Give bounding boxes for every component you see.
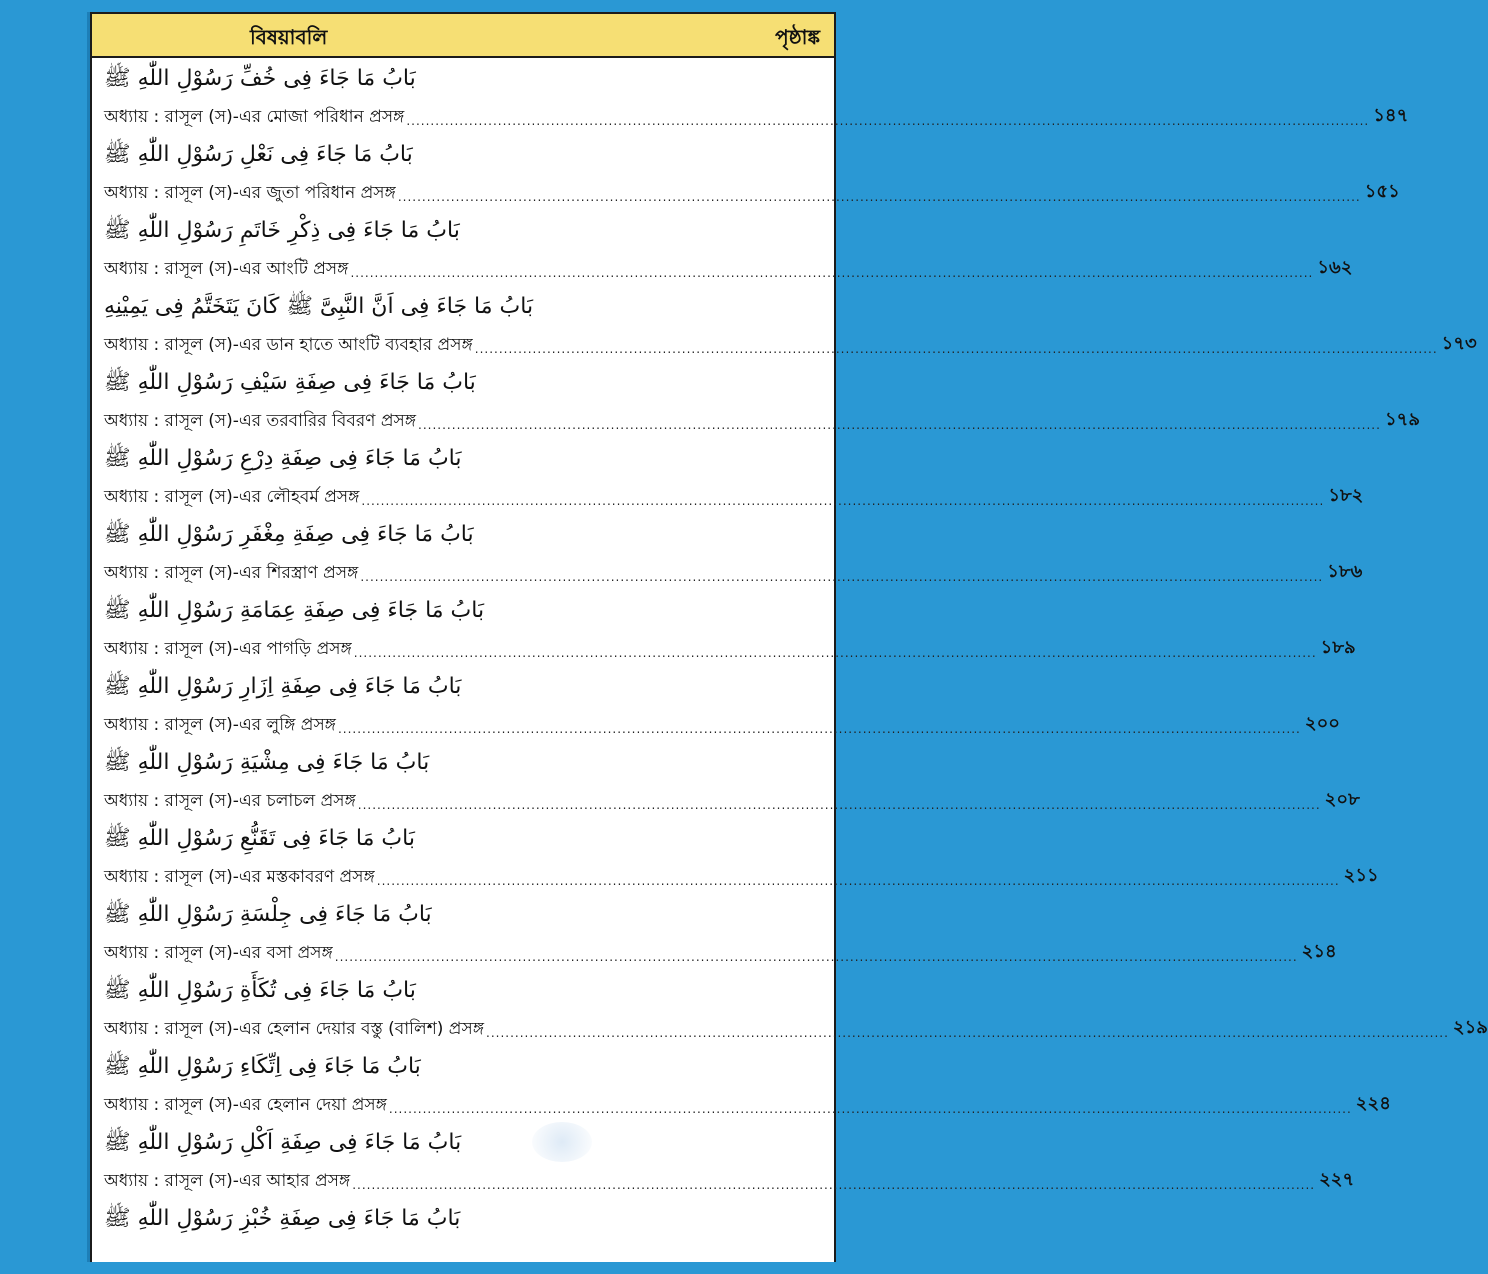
page-number: ২০৮ (1324, 789, 1360, 810)
bengali-chapter-row (104, 1246, 820, 1272)
bengali-chapter-title: অধ্যায় : রাসূল (স)-এর ডান হাতে আংটি ব্যবহার প্রসঙ্গ (104, 335, 473, 355)
toc-entry-12[interactable] (104, 894, 1337, 970)
bengali-chapter-title: অধ্যায় : রাসূল (স)-এর পাগড়ি প্রসঙ্গ (104, 639, 352, 659)
dot-leader: ........................................................................................................................................................................................................ (376, 874, 1340, 888)
page-number: ২১৯ (1452, 1017, 1488, 1038)
dot-leader: ........................................................................................................................................................................................................ (360, 570, 1324, 584)
page-number: ১৮২ (1328, 485, 1364, 506)
dot-leader: ........................................................................................................................................................................................................ (337, 722, 1301, 736)
page-number: ২০০ (1304, 713, 1340, 734)
bengali-chapter-row (104, 181, 1400, 208)
page-number: ২২৪ (1355, 1093, 1391, 1114)
toc-header (92, 12, 834, 58)
arabic-heading-row (104, 1204, 820, 1244)
bengali-chapter-title: অধ্যায় : রাসূল (স)-এর আহার প্রসঙ্গ (104, 1171, 351, 1191)
bengali-chapter-title: অধ্যায় : রাসূল (স)-এর জুতা পরিধান প্রসঙ্গ (104, 183, 396, 203)
arabic-heading-row (104, 292, 820, 332)
print-smudge (532, 1122, 592, 1162)
page-number: ১৭৩ (1441, 333, 1477, 354)
bengali-chapter-row (104, 105, 1409, 132)
arabic-chapter-title: بَابُ مَا جَاءَ فِى اِتِّكَاءِ رَسُوْلِ اللّٰهِ ﷺ (104, 1054, 421, 1079)
arabic-chapter-title: بَابُ مَا جَاءَ فِى خُفِّ رَسُوْلِ اللّٰهِ ﷺ (104, 66, 416, 91)
arabic-heading-row (104, 976, 820, 1016)
arabic-heading-row (104, 368, 820, 408)
page-number: ১৮৯ (1320, 637, 1356, 658)
bengali-chapter-row (104, 941, 1337, 968)
toc-entry-3[interactable] (104, 210, 1353, 286)
page-number: ১৭৯ (1384, 409, 1421, 430)
arabic-heading-row (104, 824, 820, 864)
bengali-chapter-title: অধ্যায় : রাসূল (স)-এর হেলান দেয়া প্রসঙ্গ (104, 1095, 387, 1115)
dot-leader: ........................................................................................................................................................................................................ (486, 1026, 1449, 1040)
arabic-chapter-title: بَابُ مَا جَاءَ فِى نَعْلِ رَسُوْلِ اللّٰهِ ﷺ (104, 142, 413, 167)
bengali-chapter-row (104, 561, 1363, 588)
arabic-heading-row (104, 140, 820, 180)
arabic-heading-row (104, 1052, 820, 1092)
toc-entry-13[interactable] (104, 970, 1488, 1046)
dot-leader: ........................................................................................................................................................................................................ (474, 342, 1438, 356)
arabic-chapter-title: بَابُ مَا جَاءَ فِى صِفَةِ مِغْفَرِ رَسُوْلِ اللّٰهِ ﷺ (104, 522, 474, 547)
bengali-chapter-row (104, 1093, 1391, 1120)
bengali-chapter-row (104, 409, 1421, 436)
arabic-chapter-title: بَابُ مَا جَاءَ فِى اَنَّ النَّبِىَّ ﷺ كَانَ يَتَخَتَّمُ فِى يَمِيْنِهِ (104, 294, 534, 319)
arabic-chapter-title: بَابُ مَا جَاءَ فِى صِفَةِ اِزَارِ رَسُوْلِ اللّٰهِ ﷺ (104, 674, 462, 699)
dot-leader: ........................................................................................................................................................................................................ (350, 266, 1314, 280)
arabic-chapter-title: بَابُ مَا جَاءَ فِى صِفَةِ سَيْفِ رَسُوْلِ اللّٰهِ ﷺ (104, 370, 476, 395)
page-number: ১৬২ (1317, 257, 1353, 278)
bengali-chapter-title: অধ্যায় : রাসূল (স)-এর বসা প্রসঙ্গ (104, 943, 333, 963)
toc-entry-9[interactable] (104, 666, 1340, 742)
bengali-chapter-row (104, 485, 1364, 512)
bengali-chapter-title: অধ্যায় : রাসূল (স)-এর তরবারির বিবরণ প্রসঙ্গ (104, 411, 417, 431)
page-number: ২২৭ (1319, 1169, 1355, 1190)
dot-leader: ........................................................................................................................................................................................................ (418, 418, 1381, 432)
bengali-chapter-title: অধ্যায় : রাসূল (স)-এর আংটি প্রসঙ্গ (104, 259, 349, 279)
dot-leader: ........................................................................................................................................................................................................ (334, 950, 1298, 964)
toc-entry-7[interactable] (104, 514, 1363, 590)
page-number: ১৮৬ (1327, 561, 1363, 582)
dot-leader: ........................................................................................................................................................................................................ (361, 494, 1325, 508)
toc-entry-16[interactable] (104, 1198, 820, 1274)
page-column-heading: পৃষ্ঠাঙ্ক (775, 25, 820, 49)
arabic-heading-row (104, 216, 820, 256)
bengali-chapter-row (104, 1169, 1355, 1196)
bengali-chapter-title: অধ্যায় : রাসূল (স)-এর হেলান দেয়ার বস্তু (বালিশ) প্রসঙ্গ (104, 1019, 484, 1039)
bengali-chapter-title: অধ্যায় : রাসূল (স)-এর লুঙ্গি প্রসঙ্গ (104, 715, 336, 735)
dot-leader: ........................................................................................................................................................................................................ (352, 1178, 1316, 1192)
toc-entry-11[interactable] (104, 818, 1379, 894)
bengali-chapter-row (104, 713, 1340, 740)
page-number: ২১১ (1343, 865, 1379, 886)
toc-entry-1[interactable] (104, 58, 1409, 134)
arabic-chapter-title: بَابُ مَا جَاءَ فِى تُكَأَةِ رَسُوْلِ اللّٰهِ ﷺ (104, 978, 416, 1003)
arabic-heading-row (104, 1128, 820, 1168)
arabic-chapter-title: بَابُ مَا جَاءَ فِى صِفَةِ دِرْعِ رَسُوْلِ اللّٰهِ ﷺ (104, 446, 462, 471)
bengali-chapter-title: অধ্যায় : রাসূল (স)-এর চলাচল প্রসঙ্গ (104, 791, 356, 811)
arabic-heading-row (104, 596, 820, 636)
arabic-heading-row (104, 520, 820, 560)
arabic-chapter-title: بَابُ مَا جَاءَ فِى صِفَةِ عِمَامَةِ رَسُوْلِ اللّٰهِ ﷺ (104, 598, 485, 623)
toc-entry-5[interactable] (104, 362, 1421, 438)
toc-entry-14[interactable] (104, 1046, 1391, 1122)
toc-entry-4[interactable] (104, 286, 1477, 362)
arabic-chapter-title: بَابُ مَا جَاءَ فِى تَقَنُّعِ رَسُوْلِ اللّٰهِ ﷺ (104, 826, 415, 851)
toc-entry-8[interactable] (104, 590, 1356, 666)
arabic-chapter-title: بَابُ مَا جَاءَ فِى صِفَةِ اَكْلِ رَسُوْلِ اللّٰهِ ﷺ (104, 1130, 462, 1155)
arabic-chapter-title: بَابُ مَا جَاءَ فِى جِلْسَةِ رَسُوْلِ اللّٰهِ ﷺ (104, 902, 432, 927)
bengali-chapter-title: অধ্যায় : রাসূল (স)-এর লৌহবর্ম প্রসঙ্গ (104, 487, 360, 507)
book-page (90, 12, 1488, 1262)
arabic-heading-row (104, 900, 820, 940)
bengali-chapter-title: অধ্যায় : রাসূল (স)-এর শিরস্ত্রাণ প্রসঙ্গ (104, 563, 359, 583)
bengali-chapter-row (104, 333, 1477, 360)
dot-leader: ........................................................................................................................................................................................................ (353, 646, 1317, 660)
toc-entry-6[interactable] (104, 438, 1364, 514)
arabic-chapter-title: بَابُ مَا جَاءَ فِى صِفَةِ خُبْزِ رَسُوْلِ اللّٰهِ ﷺ (104, 1206, 461, 1231)
dot-leader: ........................................................................................................................................................................................................ (397, 190, 1361, 204)
arabic-heading-row (104, 748, 820, 788)
page-number: ১৪৭ (1373, 105, 1409, 126)
bengali-chapter-title: অধ্যায় : রাসূল (স)-এর মোজা পরিধান প্রসঙ্গ (104, 107, 405, 127)
toc-entry-15[interactable] (104, 1122, 1355, 1198)
bengali-chapter-row (104, 789, 1360, 816)
bengali-chapter-row (104, 637, 1356, 664)
subject-column-heading: বিষয়াবলি (250, 25, 328, 49)
bengali-chapter-row (104, 1017, 1488, 1044)
bengali-chapter-row (104, 257, 1353, 284)
dot-leader: ........................................................................................................................................................................................................ (357, 798, 1321, 812)
arabic-heading-row (104, 64, 820, 104)
page-number: ২১৪ (1301, 941, 1337, 962)
dot-leader: ........................................................................................................................................................................................................ (406, 114, 1370, 128)
arabic-heading-row (104, 444, 820, 484)
dot-leader: ........................................................................................................................................................................................................ (388, 1102, 1352, 1116)
page-number: ১৫১ (1364, 181, 1400, 202)
toc-entries (92, 58, 1488, 1274)
toc-entry-10[interactable] (104, 742, 1360, 818)
arabic-chapter-title: بَابُ مَا جَاءَ فِى ذِكْرِ خَاتَمِ رَسُوْلِ اللّٰهِ ﷺ (104, 218, 460, 243)
arabic-chapter-title: بَابُ مَا جَاءَ فِى مِشْيَةِ رَسُوْلِ اللّٰهِ ﷺ (104, 750, 430, 775)
arabic-heading-row (104, 672, 820, 712)
bengali-chapter-title: অধ্যায় : রাসূল (স)-এর মস্তকাবরণ প্রসঙ্গ (104, 867, 375, 887)
toc-entry-2[interactable] (104, 134, 1400, 210)
bengali-chapter-row (104, 865, 1379, 892)
